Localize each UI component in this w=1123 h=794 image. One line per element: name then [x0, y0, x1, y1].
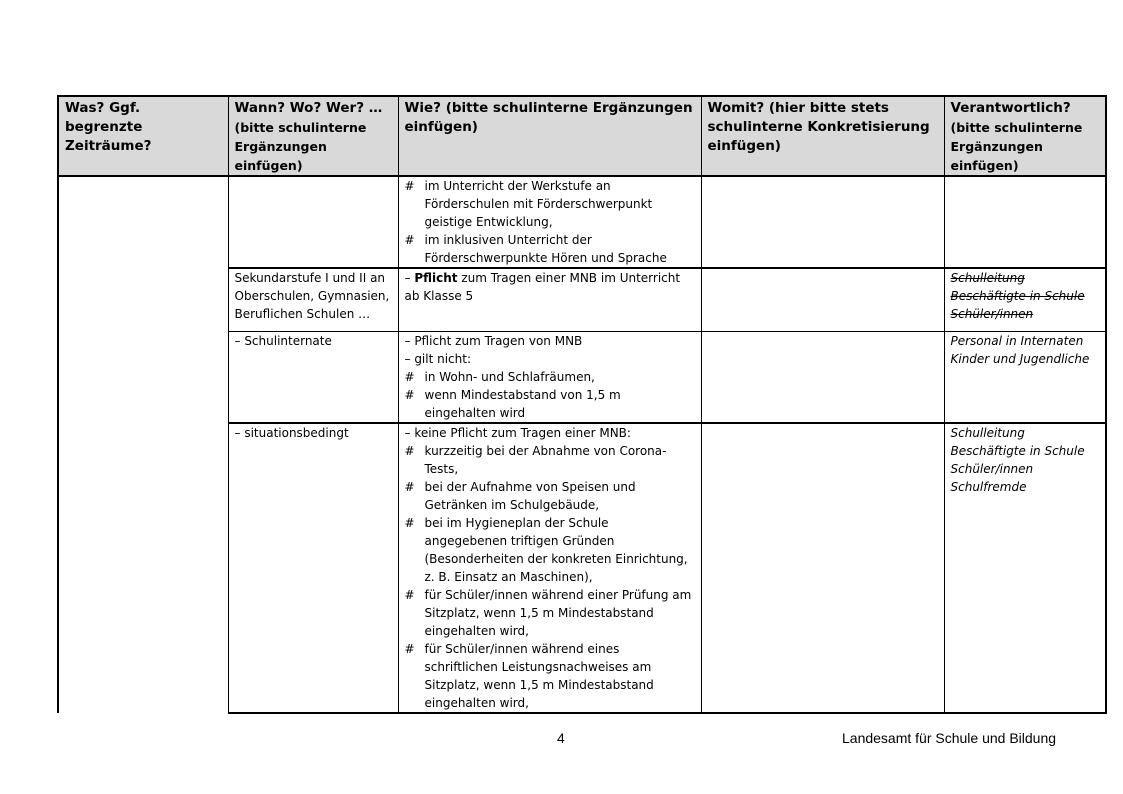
how-cell: [398, 423, 701, 713]
when-cell: Sekundarstufe I und II an Oberschulen, Gymnasien, Beruflichen Schulen …: [228, 268, 398, 331]
bullet-mark: #: [404, 588, 415, 602]
with-cell: [701, 331, 944, 423]
with-cell: [701, 268, 944, 331]
header-responsible: [944, 96, 1106, 176]
responsible-cell: [944, 268, 1106, 331]
how-dash-item: – gilt nicht:: [404, 351, 472, 366]
bullet-mark: #: [404, 179, 415, 193]
how-bullet: # für Schüler/innen während einer Prüfung am Sitzplatz, wenn 1,5 m Mindestabstand eingehalten wird,: [404, 588, 692, 638]
how-cell: [398, 176, 701, 268]
how-cell: [398, 331, 701, 423]
responsible-cell: [944, 423, 1106, 713]
how-bullet: # bei im Hygieneplan der Schule angegebenen triftigen Gründen (Besonderheiten der konkreten Einrichtung, z. B. Einsatz an Maschinen),: [404, 516, 688, 584]
what-cell: [58, 176, 228, 713]
responsible-entry: Beschäftigte in Schule: [950, 289, 1085, 303]
with-cell: [701, 176, 944, 268]
when-cell: [228, 176, 398, 268]
bullet-mark: #: [404, 369, 415, 384]
responsible-entry: Beschäftigte in Schule: [950, 444, 1085, 458]
bullet-mark: #: [404, 387, 415, 402]
header-how: Wie? (bitte schulinterne Ergänzungen einfügen): [398, 96, 701, 176]
header-when-sub: (bitte schulinterne Ergänzungen einfügen): [234, 120, 367, 173]
how-bullet: # im inklusiven Unterricht der Förderschwerpunkte Hören und Sprache: [404, 233, 667, 265]
how-bullet: # im Unterricht der Werkstufe an Förderschulen mit Förderschwerpunkt geistige Entwicklung,: [404, 179, 653, 229]
when-cell: – Schulinternate: [228, 331, 398, 423]
bullet-mark: #: [404, 444, 415, 458]
how-bullet: # bei der Aufnahme von Speisen und Getränken im Schulgebäude,: [404, 480, 636, 512]
responsible-cell: [944, 176, 1106, 268]
how-bullet: # für Schüler/innen während eines schriftlichen Leistungsnachweises am Sitzplatz, wenn 1,5 m Mindestabstand eingehalten wird,: [404, 642, 654, 710]
bullet-mark: #: [404, 480, 415, 494]
how-bullet: # wenn Mindestabstand von 1,5 m eingehalten wird: [404, 387, 621, 420]
header-what: Was? Ggf. begrenzte Zeiträume?: [58, 96, 228, 176]
how-cell: [398, 268, 701, 331]
footer-organization: Landesamt für Schule und Bildung: [842, 730, 1057, 746]
header-when: [228, 96, 398, 176]
responsible-entry: Schulleitung: [950, 426, 1025, 440]
measures-table: [57, 95, 1107, 714]
bullet-mark: #: [404, 516, 415, 530]
how-bullet: # kurzzeitig bei der Abnahme von Corona-Tests,: [404, 444, 667, 476]
table-row: [58, 176, 1106, 268]
responsible-entry: Schulfremde: [950, 480, 1027, 494]
how-bullet: # in Wohn- und Schlafräumen,: [404, 369, 595, 384]
responsible-entry: Schüler/innen: [950, 307, 1034, 321]
when-cell: – situationsbedingt: [228, 423, 398, 713]
bullet-mark: #: [404, 642, 415, 656]
how-dash-item: – keine Pflicht zum Tragen einer MNB:: [404, 426, 631, 440]
header-responsible-main: Verantwortlich?: [950, 100, 1071, 116]
header-responsible-sub: (bitte schulinterne Ergänzungen einfügen): [950, 120, 1083, 173]
responsible-cell: [944, 331, 1106, 423]
responsible-entry: Schüler/innen: [950, 462, 1034, 476]
with-cell: [701, 423, 944, 713]
bullet-mark: #: [404, 233, 415, 247]
how-dash-item: – Pflicht zum Tragen von MNB: [404, 333, 583, 348]
page-number: 4: [557, 730, 565, 746]
header-with: Womit? (hier bitte stets schulinterne Konkretisierung einfügen): [701, 96, 944, 176]
responsible-entry: Kinder und Jugendliche: [950, 351, 1090, 366]
responsible-entry: Schulleitung: [950, 271, 1025, 285]
header-when-main: Wann? Wo? Wer? …: [234, 100, 383, 116]
how-dash-item: – Pflicht zum Tragen einer MNB im Unterricht ab Klasse 5: [404, 271, 681, 303]
responsible-entry: Personal in Internaten: [950, 333, 1084, 348]
header-row: [58, 96, 1106, 176]
